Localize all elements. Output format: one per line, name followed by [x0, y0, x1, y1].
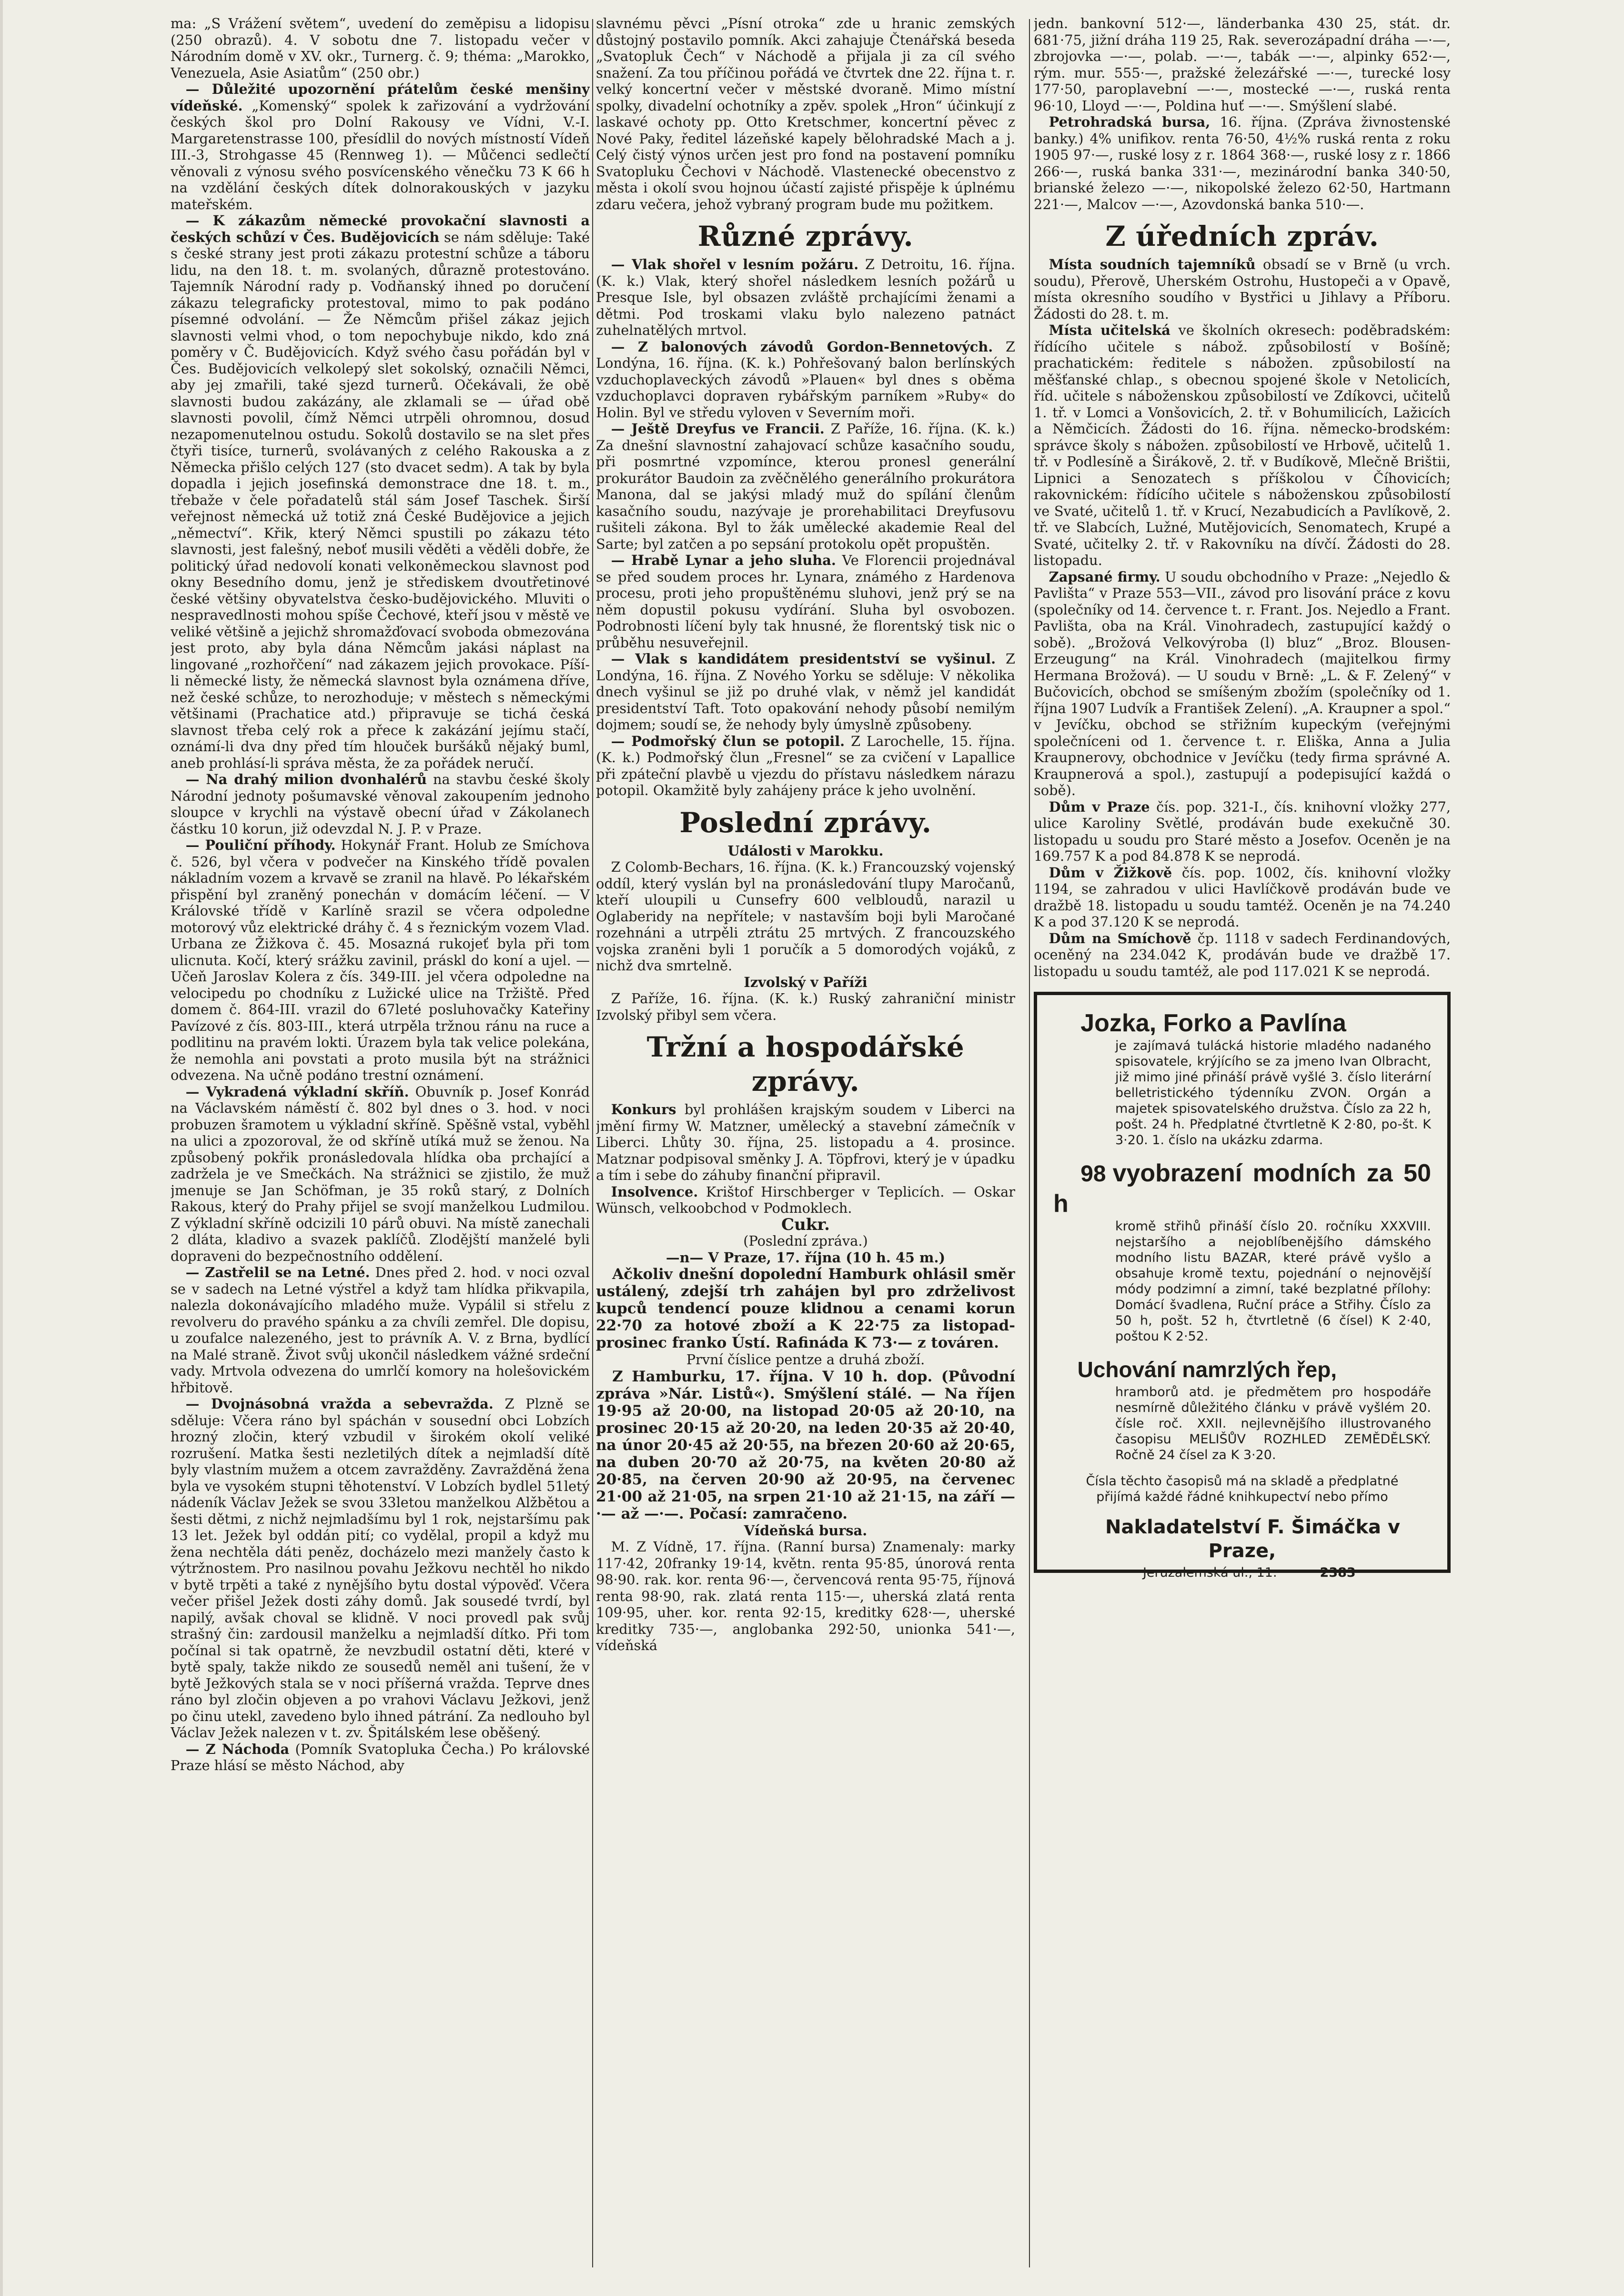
article-paragraph: slavnému pěvci „Písní otroka“ zde u hranic zemských důstojný postavilo pomník. Akci zahajuje Čtenářská beseda „Svatopluk Čech“ v Náchodě a přijala ji za cíl svého snažení. Za tou příčinou pořádá ve čtvrtek dne 22. října t. r. velký koncertní večer v městské dvoraně. Mimo místní spolky, divadelní ochotníky a zpěv. spolek „Hron“ účinkují z laskavé ochoty pp. Otto Kretschmer, koncertní pěvec z Nové Paky, ředitel lázeňské kapely bělohradské Mach a j. Celý čistý výnos určen jest pro fond na postavení pomníku Svatopluku Čechovi v Náchodě. Vlastenecké obecenstvo z města i okolí svou hojnou účastí zajisté přispěje k úplnému zdaru večera, jehož vybraný program bude mu požitkem. [596, 15, 1015, 212]
column-1 [171, 15, 590, 2277]
article-headline: — Vlak s kandidátem presidentství se vyšinul. [611, 651, 996, 667]
column-rule [592, 19, 593, 2267]
article-paragraph [171, 1264, 590, 1396]
article-headline: — Hrabě Lynar a jeho sluha. [611, 552, 836, 568]
article-paragraph: jedn. bankovní 512·—, länderbanka 430 25, stát. dr. 681·75, jižní dráha 119 25, Rak. severozápadní dráha —·—, zbrojovka —·—, polab. —·—, tabák —·—, alpinky 652·—, rým. mur. 555·—, pražské železářské —·—, turecké losy 177·50, paroplavební —·—, mostecké —·—, ruská renta 96·10, Lloyd —·—, Poldina huť —·—. Smýšlení slabé. [1034, 15, 1451, 114]
article-headline: — Z balonových závodů Gordon-Bennetových. [611, 338, 993, 355]
column-3 [1034, 15, 1451, 2277]
article-text: U soudu obchodního v Praze: „Nejedlo & Pavlišta“ v Praze 553—VII., závod pro lisování práce z kovu (společníky od 14. července t. r. Frant. Jos. Nejedlo a Frant. Pavlišta, oba na Král. Vinohradech, zastupující každý o sobě). „Brožová Velkovýroba (l) bluz“ „Broz. Blousen-Erzeugung“ na Král. Vinohradech (majitelkou firmy Hermana Brožová). — U soudu v Brně: „L. & F. Zelený“ v Bučovicích, obchod se smíšeným zbožím (společníky od 1. října 1907 Ludvík a František Zelení). „A. Kraupner a spol.“ v Jevíčku, obchod se střižním kupeckým (veřejnými společníceni od 1. července t. r. Eliška, Anna a Julia Kraupnerovy, obchodnice v Jevíčku (tedy firma správné A. Kraupnerová a spol.), zastupují a podepisující každá o sobě). [1034, 568, 1451, 798]
article-paragraph [171, 837, 590, 1084]
article-paragraph [596, 651, 1015, 733]
article-paragraph [596, 1184, 1015, 1217]
article-headline: — Vlak shořel v lesním požáru. [611, 256, 859, 272]
column-2 [596, 15, 1015, 2277]
section-heading: Poslední zprávy. [679, 806, 932, 839]
article-text: čís. pop. 321-I., čís. knihovní vložky 277, ulice Karoliny Světlé, prodáván bude exekučně 30. listopadu u soudu pro Staré město a Josefov. Oceněn je na 169.757 K a pod 84.878 K se neprodá. [1034, 798, 1451, 864]
article-paragraph [1034, 799, 1451, 865]
article-headline: — Ještě Dreyfus ve Francii. [611, 421, 825, 437]
article-paragraph: Z Paříže, 16. října. (K. k.) Ruský zahraniční ministr Izvolský přibyl sem včera. [596, 990, 1015, 1023]
ad-text: kromě střihů přináší číslo 20. ročníku XXXVIII. nejstaršího a nejoblíbenějšího dámského modního listu BAZAR, které právě vyšlo a obsahuje kromě textu, pojednání o nejnovější módy podzimní a zimní, také bezplatné přílohy: Domácí švadlena, Ruční práce a Střihy. Číslo za 50 h, pošt. 52 h, čtvrtletně (6 čísel) K 2·40, poštou K 2·52. [1115, 1219, 1431, 1344]
article-text: Z Londýna, 16. října. Z Nového Yorku se sděluje: V několika dnech vyšinul se již po druhé vlak, v němž jel kandidát presidentství Taft. Toto opakování nehody působí nemilým dojmem; soudí se, že nehody byly úmyslně způsobeny. [596, 651, 1015, 733]
article-headline: Insolvence. [611, 1183, 698, 1200]
article-text: na stavbu české školy Národní jednoty pošumavské věnoval zakoupením jednoho sloupce v krychli na výstavě obecní úřad v Zákolanech částku 10 korun, již odevzdal N. J. P. v Praze. [171, 771, 590, 837]
article-headline: — Z Náchoda [185, 1741, 290, 1757]
article-headline: — Dvojnásobná vražda a sebevražda. [185, 1396, 494, 1412]
article-text: ve školních okresech: poděbradském: řídícího učitele s nábož. způsobilostí v Bošíně; prachatickém: ředitele s nábožen. způsobilostí na měšťanské chlap., s obecnou spojené škole v Netolicích, říd. učitele s náboženskou způsobilostí ve Zdíkovci, učitelů 1. tř. v Lomci a Vonšovicích, 2. tř. v Bohumilicích, Lažicích a Němčicích. Žádosti do 16. října. německo-brodském: správce školy s nábožen. způsobilostí ve Hrbově, učitelů 1. tř. v Podlesíně a Širákově, 2. tř. v Budíkově, Mlečně Brištii, Lipnici a Senozatech s příškolou v Číhovicích; rakovnickém: řídícího učitele s náboženskou způsobilostí ve Svaté, učitelů 1. tř. v Krucí, Nezabudicích a Pavlíkově, 2. tř. ve Slabcích, Lužné, Mutějovicích, Senomatech, Krupé a Svaté, učitelky 2. tř. v Rakovníku na dívčí. Žádosti do 28. listopadu. [1034, 322, 1451, 568]
ad-publisher: Nakladatelství F. Šimáčka v Praze, [1105, 1516, 1401, 1562]
ad-title-text: vyobrazení modních za 50 h [1053, 1159, 1431, 1218]
article-paragraph [596, 552, 1015, 651]
ad-title: Jozka, Forko a Pavlína [1080, 1009, 1346, 1037]
ad-code: 2383 [1320, 1565, 1356, 1580]
article-paragraph [1034, 256, 1451, 322]
article-paragraph [171, 212, 590, 771]
subheading: Cukr. [781, 1215, 830, 1234]
subheading: Události v Marokku. [727, 842, 884, 859]
market-report: Z Hamburku, 17. října. V 10 h. dop. (Původní zpráva »Nár. Listů«). Smýšlení stálé. — Na říjen 19·95 až 20·00, na listopad 20·05 až 20·10, na prosinec 20·15 až 20·20, na leden 20·35 až 20·40, na únor 20·45 až 20·55, na březen 20·60 až 20·65, na duben 20·70 až 20·75, na květen 20·80 až 20·85, na červen 20·90 až 20·95, na červenec 21·00 až 21·05, na srpen 21·10 až 21·15, na září —·— až —·—. Počasí: zamračeno. [596, 1368, 1015, 1522]
article-paragraph [171, 1396, 590, 1741]
subheading: Izvolský v Paříži [744, 974, 867, 990]
section-heading: Z úředních zpráv. [1105, 220, 1379, 252]
subheading-note: První číslice pentze a druhá zboží. [686, 1351, 925, 1368]
article-headline: Petrohradská bursa, [1049, 114, 1210, 130]
article-text: Obuvník p. Josef Konrád na Václavském náměstí č. 802 byl dnes o 3. hod. v noci probuzen šramotem u výkladní skříně. Spěšně vstal, vyběhl na ulici a zpozoroval, že od skříně utíká muž se ženou. Na způsobený pokřik pronásledovala hlídka oba prchající a zadržela je ve Smečkách. Na strážnici se zjistilo, že muž jmenuje se Jan Schöfman, je 35 roků starý, z Dolních Rakous, který do Prahy přijel se svojí manželkou Ludmilou. Z výkladní skříně odcizili 10 párů obuvi. Na místě zanechali 2 dláta, kladivo a svazek paklíčů. Zlodějští manželé byli dopraveni do bezpečnostního oddělení. [171, 1083, 590, 1264]
article-text: čp. 1118 v sadech Ferdinandových, oceněný na 234.042 K, prodáván bude ve dražbě 17. listopadu u soudu tamtéž, ale pod 117.021 K se neprodá. [1034, 930, 1451, 979]
article-headline: Konkurs [611, 1101, 676, 1118]
article-text: čís. pop. 1002, čís. knihovní vložky 1194, se zahradou v ulici Havlíčkově prodáván bude ve dražbě 18. listopadu u soudu tamtéž. Oceněn je na 74.240 K a pod 37.120 K se neprodá. [1034, 864, 1451, 930]
dateline: —n— V Praze, 17. října (10 h. 45 m.) [666, 1249, 946, 1266]
article-headline: — Pouliční příhody. [185, 837, 336, 853]
article-headline: Dům v Žižkově [1049, 864, 1172, 881]
ad-text: hramborů atd. je předmětem pro hospodáře nesmírně důležitého článku v právě vyšlém 20. čísle roč. XXII. nejlevnějšího illustrovaného časopisu MELIŠŮV ROZHLED ZEMĚDĚLSKÝ. Ročně 24 čísel za K 3·20. [1115, 1385, 1431, 1462]
article-headline: — Důležité upozornění pŕátelům české menšiny vídeňské. [171, 81, 590, 114]
article-headline: Zapsané firmy. [1049, 568, 1160, 585]
article-headline: Dům na Smíchově [1049, 930, 1191, 947]
article-paragraph [1034, 114, 1451, 212]
section-heading: Různé zprávy. [697, 220, 914, 252]
market-report: Ačkoliv dnešní dopolední Hamburk ohlásil směr ustálený, zdejší trh zahájen byl pro zdrželivost kupců tendencí pouze klidnou a cenami korun 22·70 za hotové zboží a K 22·75 za listopad-prosinec franko Ústí. Rafináda K 73·— z továren. [596, 1266, 1015, 1351]
article-paragraph [1034, 569, 1451, 799]
ad-address [1053, 1565, 1431, 1581]
article-headline: Místa učitelská [1049, 322, 1170, 338]
column-rule [1029, 19, 1030, 2267]
section-heading: Tržní a hospodářské zprávy. [646, 1031, 965, 1098]
article-paragraph [1034, 322, 1451, 569]
article-paragraph: ma: „S Vrážení světem“, uvedení do zeměpisu a lidopisu (250 obrazů). 4. V sobotu dne 7. listopadu večer v Národním domě v XV. okr., Turnerg. č. 9; théma: „Marokko, Venezuela, Asie Asiatům“ (250 obr.) [171, 15, 590, 81]
article-text: Z Detroitu, 16. října. (K. k.) Vlak, který shořel následkem lesních požárů u Presque Isle, byl obsazen zvláště prchajícími ženami a dětmi. Pod troskami vlaku bylo nalezeno patnáct zuhelnatělých mrtvol. [596, 256, 1015, 338]
article-text: Z Plzně se sděluje: Včera ráno byl spáchán v sousední obci Lobzích hrozný zločin, který vzbudil v širokém okolí veliké rozrušení. Matka šesti nezletilých dítek a nejmladší dítě byly vlastním mužem a otcem zavražděny. Zavražděná žena byla ve vysokém stupni těhotenství. V Lobzích bydlel 51letý nádeník Václav Ježek se svou 33letou manželkou Alžbětou a šesti dětmi, z nichž nejmladšímu byl 1 rok, nejstaršímu pak 13 let. Ježek byl oddán pití; co vydělal, propil a když mu žena nechtěla dáti peněz, docházelo mezi manžely často k výtržnostem. Pro nasilnou povahu Ježkovu nechtěl ho nikdo v bytě trpěti a také z nynějšího bytu dostal výpověď. Včera večer přišel Ježek dosti záhy domů. Jak sousedé tvrdí, byl napilý, avšak choval se klidně. V noci provedl pak svůj strašný čin: zardousil manželku a nejmladší dítko. Při tom počínal si tak opatrně, že nevzbudil ostatní děti, které v bytě spaly, takže nikdo ze sousedů neměl ani tušení, že v bytě Ježkových stala se v noci příšerná vražda. Teprve dnes ráno byl zločin objeven a po vrahovi Václavu Ježkovi, jenž po činu utekl, zavedeno bylo ihned pátrání. Za nedlouho byl Václav Ježek nalezen v t. zv. Špitálském lese oběšený. [171, 1396, 590, 1741]
article-paragraph [1034, 930, 1451, 980]
article-text: Z Larochelle, 15. října. (K. k.) Podmořský člun „Fresnel“ se za cvičení v Lapallice při zpáteční plavbě u vjezdu do přístavu následkem nárazu potopil. Okamžitě byly zahájeny práce k jeho uvolnění. [596, 733, 1015, 798]
subheading-note: (Poslední zpráva.) [743, 1233, 868, 1249]
article-paragraph [596, 339, 1015, 421]
subheading: Vídeňská bursa. [744, 1522, 867, 1539]
article-paragraph [171, 771, 590, 837]
article-text: Krištof Hirschberger v Teplicích. — Oskar Wünsch, velkoobchod v Podmoklech. [596, 1183, 1015, 1216]
ad-title [1053, 1158, 1431, 1218]
article-text: obsadí se v Brně (u vrch. soudu), Přerově, Uherském Ostrohu, Hustopeči a v Opavě, místa okresního soudího v Bystřici u Jihlavy a Příboru. Žádosti do 28. t. m. [1034, 256, 1451, 322]
advertisement-box [1034, 992, 1451, 1580]
article-text: „Komenský“ spolek k zařizování a vydržování českých škol pro Dolní Rakousy ve Vídni, V.-I. Margaretenstrasse 100, přesídlil do nových místností Vídeň III.-3, Strohgasse 45 (Rennweg 1). — Můčenci sedlečtí věnovali z výnosu svého posvícenského věnečku 73 K 66 h na vzdělání českých dítek dolnorakouských v jazyku mateřském. [171, 97, 590, 212]
ad-address-text: Jeruzalemská ul., 11. [1142, 1565, 1277, 1580]
article-paragraph [171, 1084, 590, 1265]
scan-edge [0, 0, 3, 2296]
article-text: Z Londýna, 16. října. (K. k.) Pohřešovaný balon berlínských vzduchoplaveckých závodů »Plauen« byl dnes s oběma vzduchoplavci dopraven rybářským parníkem »Ruby« do Holin. Byl ve středu vyloven v Severním moři. [596, 338, 1015, 421]
article-paragraph: Z Colomb-Bechars, 16. října. (K. k.) Francouzský vojenský oddíl, který vyslán byl na pronásledování tlupy Maročanů, kteří uloupili u Cunsefry 600 velbloudů, narazil u Oglaberidy na nepřítele; v nastavším boji byli Maročané rozehnáni a utrpěli ztrátu 25 mrtvých. Z francouzského vojska zraněni byli 1 poručík a 5 domorodých vojáků, z nichž dva smrtelně. [596, 859, 1015, 974]
ad-text: Čísla těchto časopisů má na skladě a předplatné přijímá každé řádné knihkupectví nebo přímo [1086, 1474, 1399, 1504]
article-paragraph [596, 421, 1015, 552]
article-headline: — K zákazům německé provokační slavnosti a českých schůzí v Čes. Budějovicích [171, 212, 590, 245]
ad-text: je zajímavá tulácká historie mladého nadaného spisovatele, krýjícího se za jmeno Ivan Olbracht, již mimo jiné přináší právě vyšlé 3. číslo literární belletristického týdenníku ZVON. Orgán a majetek spisovatelského družstva. Číslo za 22 h, pošt. 24 h. Předplatné čtvrtletně K 2·80, po-št. K 3·20. 1. číslo na ukázku zdarma. [1115, 1038, 1431, 1148]
article-text: (Pomník Svatopluka Čecha.) Po královské Praze hlásí se město Náchod, aby [171, 1741, 590, 1773]
article-headline: Místa soudních tajemníků [1049, 256, 1256, 272]
article-paragraph [596, 733, 1015, 799]
article-headline: — Zastřelil se na Letné. [185, 1264, 370, 1280]
article-paragraph: M. Z Vídně, 17. října. (Ranní bursa) Znamenaly: marky 117·42, 20franky 19·14, květn. renta 95·85, únorová renta 98·90. rak. kor. renta 96·—, červencová renta 95·75, říjnová renta 98·90, rak. zlatá renta 115·—, uherská zlatá renta 109·95, uher. kor. renta 92·15, kreditky 628·—, uherské kreditky 735·—, anglobanka 292·50, unionka 541·—, vídeňská [596, 1539, 1015, 1653]
article-paragraph [596, 256, 1015, 339]
article-text: Z Paříže, 16. října. (K. k.) Za dnešní slavnostní zahajovací schůze kasačního soudu, při posmrtné vzpomínce, kterou pronesl generální prokurátor Baudoin za zvěčnělého generálního prokurátora Manona, dal se jakýsi mladý muž do spílání členům kasačního soudu, nazývaje je prorehabilitaci Dreyfusovu rušiteli zákona. Byl to žák umělecké akademie Real del Sarte; byl zatčen a po sepsání protokolu opět propuštěn. [596, 421, 1015, 552]
article-paragraph [596, 1101, 1015, 1184]
article-headline: — Na drahý milion dvonhalérů [185, 771, 427, 787]
article-paragraph [1034, 865, 1451, 930]
article-text: 16. října. (Zpráva živnostenské banky.) 4% unifikov. renta 76·50, 4½% ruská renta z roku 1905 97·—, ruské losy z r. 1864 368·—, ruské losy z r. 1866 266·—, ruská banka 331·—, mezinárodní banka 340·50, brianské železo —·—, nikopolské železo 62·50, Hartmann 221·—, Malcov —·—, Azovdonská banka 510·—. [1034, 114, 1451, 212]
article-text: se nám sděluje: Také s české strany jest proti zákazu protestní schůze a táboru lidu, na den 18. t. m. svolaných, důrazně protestováno. Tajemník Národní rady p. Vodňanský ihned po doručení zákazu telegraficky protestoval, mimo to pak podáno písemné odvolání. — Že Němcům přišel zákaz jejich slavnosti velmi vhod, o tom nepochybuje nikdo, kdo zná poměry v Č. Budějovicích. Když svého času pořádán byl v Čes. Budějovicích velkolepý slet sokolský, označili Němci, aby jej zmařili, také sjezd turnerů. Očekávali, že obě slavnosti budou zakázány, ale zklamali se — úřad obě slavnosti povolil, čímž Němci utrpěli ohromnou, dosud nezapomenutelnou ostudu. Sokolů dostavilo se na slet přes čtyři tisíce, turnerů, svolávaných z celého Rakouska a z Německa přišlo celých 127 (sto dvacet sedm). A tak by byla dopadla i jejich josefinská demonstrace dne 18. t. m., třebaže v čele pořadatelů stál sám Josef Taschek. Širší veřejnost německá už totiž zná České Budějovice a jejich „němectví“. Křik, který Němci spustili po zákazu této slavnosti, jest falešný, neboť musili věděti a věděli dobře, že politický úřad nedovolí konati velkoněmeckou slavnost pod okny Besedního domu, jenž je střediskem dvoutřetinové české většiny obyvatelstva česko-budějovického. Mluviti o nespravedlnosti mohou spíše Čechové, kteří jsou v městě ve veliké většině a jejichž shromažďovací svoboda obmezována jest proto, aby byla dána Němcům jakási náplast na lingované „rozhořčení“ nad zákazem jejich provokace. Píší-li německé listy, že německá slavnost byla oznámena dříve, než české schůze, to nerozhoduje; v městech s německými většinami (Prachatice atd.) připravuje se tichá česká slavnost třeba celý rok a přece k zakázání jejímu stačí, oznámí-li dva dny před tím hlouček buršáků nějaký buml, aneb prohlásí-li správa města, že za pořádek neručí. [171, 229, 590, 771]
ad-number: 98 [1080, 1161, 1106, 1187]
article-paragraph [171, 81, 590, 212]
article-headline: Dům v Praze [1049, 798, 1150, 815]
article-text: byl prohlášen krajským soudem v Liberci na jmění firmy W. Matzner, umělecký a stavební zámečník v Liberci. Lhůty 30. října, 25. listopadu a 4. prosince. Matznar podpisoval směnky J. A. Töpfrovi, který je v úpadku a tím i sebe do záhuby finanční připravil. [596, 1101, 1015, 1183]
article-headline: — Vykradená výkladní skříň. [185, 1083, 409, 1100]
ad-title: Uchování namrzlých řep, [1077, 1357, 1337, 1382]
article-text: Hokynář Frant. Holub ze Smíchova č. 526, byl včera v podvečer na Kinského třídě povalen nákladním vozem a krvavě se zranil na hlavě. Po lékařském přispění byl zraněný ponechán v domácím léčení. — V Královské třídě v Karlíně srazil se včera odpoledne motorový vůz elektrické dráhy č. 4 s řeznickým vozem Vlad. Urbana ze Žižkova č. 45. Mosazná rukojeť byla při tom ulicnuta. Kočí, který srážku zavinil, práskl do koní a ujel. — Učeň Jaroslav Kolera z čís. 349-III. jel včera odpoledne na velocipedu po chodníku z Lužické ulice na Tržiště. Před domem č. 864-III. vrazil do 67leté posluhovačky Kateřiny Pavízové z čís. 803-III., která utrpěla tržnou ránu na ruce a podlitinu na pravém lokti. Úrazem byla tak velice polekána, že nemohla ani povstati a proto musila být na strážnici odvezena. Na učně podáno trestní oznámení. [171, 837, 590, 1083]
article-text: Dnes před 2. hod. v noci ozval se v sadech na Letné výstřel a když tam hlídka přikvapila, nalezla dokonávajícího mladého muže. Vypálil si střelu z revolveru do pravého spánku a za chvíli zemřel. Dle dopisu, u zoufalce nalezeného, jest to právník A. V. z Brna, bydlící na Malé straně. Život svůj ukončil následkem vážné srdeční vady. Mrtvola odvezena do umrlčí komory na holešovickém hřbitově. [171, 1264, 590, 1396]
article-headline: — Podmořský člun se potopil. [611, 733, 845, 749]
article-text: Ve Florencii projednával se před soudem proces hr. Lynara, známého z Hardenova procesu, proti jeho propuštěnému sluhovi, jenž prý se na něm dopustil pokusu vydírání. Sluha byl osvobozen. Podrobnosti líčení byly tak hnusné, že florentský tisk nic o průběhu nesuveřejnil. [596, 552, 1015, 651]
article-paragraph [171, 1741, 590, 1774]
